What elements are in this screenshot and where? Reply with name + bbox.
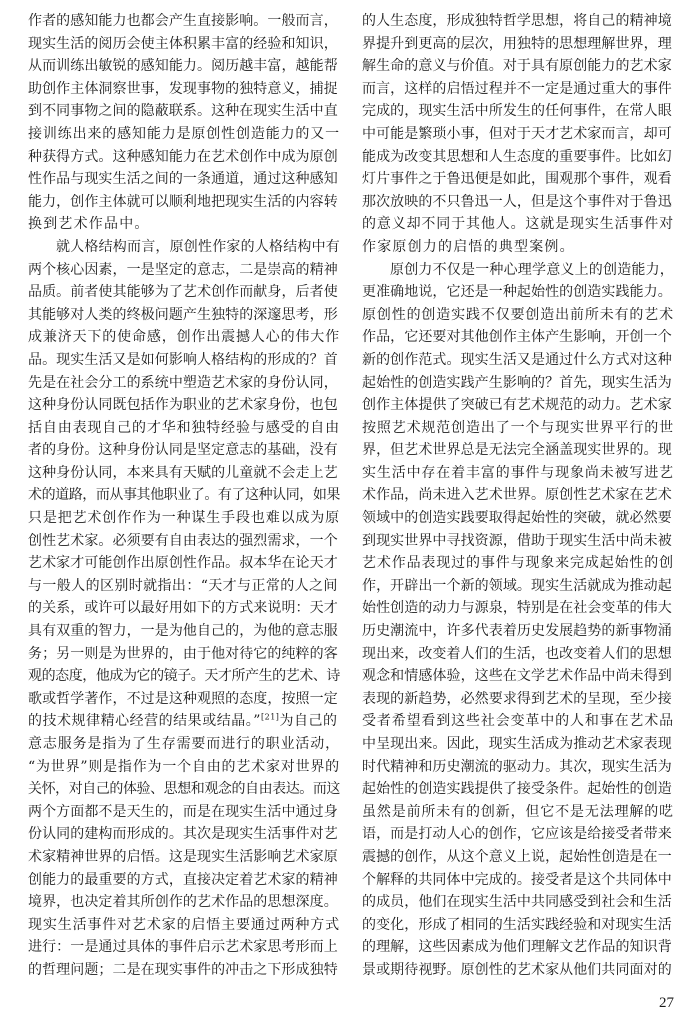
- text-line-content: 的哲理问题；二是在现实事件的冲击之下形成独特: [28, 961, 338, 978]
- text-line: [362, 417, 674, 440]
- text-line: [362, 304, 674, 327]
- text-line-content: 与一般人的区别时就指出：“天才与正常的人之间: [28, 577, 338, 594]
- text-line-body: [28, 100, 338, 123]
- text-line-body: [28, 936, 338, 959]
- text-line-content: 种获得方式。这种感知能力在艺术创作中成为原创: [28, 148, 338, 165]
- text-line: [362, 78, 674, 101]
- text-line-body: [362, 665, 672, 688]
- text-line-content: 解生命的意义与价值。对于具有原创能力的艺术家: [362, 58, 672, 75]
- text-line: [362, 756, 674, 779]
- text-line-body: [362, 146, 672, 169]
- text-line-content: 到不同事物之间的隐蔽联系。这种在现实生活中直: [28, 103, 338, 120]
- text-line-content: 歌或哲学著作，不过是这种观照的态度，按照一定: [28, 690, 338, 707]
- text-line-body: [362, 462, 674, 485]
- text-line: [28, 643, 340, 666]
- text-line-body: [362, 756, 672, 779]
- text-line-body: [28, 33, 338, 56]
- text-line-body: [362, 507, 672, 530]
- text-line: [28, 191, 340, 214]
- text-line-body: [362, 236, 575, 259]
- text-line-content: 助创作主体洞察世事，发现事物的独特意义，捕捉: [28, 80, 338, 97]
- right-text-column: [362, 10, 674, 982]
- text-line-body: [28, 959, 338, 982]
- text-line: [362, 575, 674, 598]
- text-line-content: 具有双重的智力，一是为他自己的，为他的意志服: [28, 623, 338, 640]
- text-line-body: [362, 484, 672, 507]
- text-line-content: 作者的感知能力也都会产生直接影响。一般而言，: [28, 13, 338, 29]
- text-line: [362, 801, 674, 824]
- text-line-content: 而言，这样的启悟过程并不一定是通过重大的事件: [362, 80, 672, 97]
- left-text-column: [28, 10, 340, 982]
- text-line: [28, 55, 340, 78]
- text-line: [28, 801, 340, 824]
- text-line-body: [28, 597, 338, 620]
- text-line-content: 中呈现出来。因此，现实生活成为推动艺术家表现: [362, 736, 672, 752]
- text-line: [362, 349, 674, 372]
- text-line-body: [362, 213, 674, 236]
- text-line-body: [362, 936, 672, 959]
- text-line-body: [28, 10, 338, 33]
- text-line-content: 创作主体提供了突破已有艺术规范的动力。艺术家: [362, 397, 672, 414]
- text-line-content: 者的身份。这种身份认同是坚定意志的基础，没有: [28, 442, 338, 459]
- text-line: [28, 597, 340, 620]
- text-line: [28, 869, 340, 892]
- text-line: [28, 688, 340, 711]
- text-line-content: 就人格结构而言，原创性作家的人格结构中有: [56, 238, 340, 255]
- text-line-content: 两个核心因素，一是坚定的意志，二是崇高的精神: [28, 261, 338, 278]
- text-line: [28, 575, 340, 598]
- text-line-content: 历史潮流中，许多代表着历史发展趋势的新事物涌: [362, 623, 672, 640]
- text-line: [28, 236, 340, 259]
- text-line-body: [28, 643, 338, 666]
- text-line: [28, 326, 340, 349]
- text-line: [28, 846, 340, 869]
- text-line-content: 作品，它还要对其他创作主体产生影响，开创一个: [362, 329, 672, 346]
- text-line-body: [28, 349, 338, 372]
- text-line: [28, 100, 340, 123]
- text-line: [28, 484, 340, 507]
- text-line-content: 的技术规律精心经营的结果或结晶。”: [28, 713, 261, 730]
- text-line: [362, 936, 674, 959]
- text-line-content: 界，但艺术世界总是无法完全涵盖现实世界的。现: [362, 442, 672, 459]
- text-line: [362, 688, 674, 711]
- text-line-body: [28, 688, 338, 711]
- text-line-content: 艺术作品表现过的事件与现象来完成起始性的创: [362, 555, 674, 572]
- text-line-content: “为世界”则是指作为一个自由的艺术家对世界的: [28, 758, 340, 775]
- text-line-content: 境界，也决定着其所创作的艺术作品的思想深度。: [28, 894, 338, 911]
- text-line-content: 品。现实生活又是如何影响人格结构的形成的？首: [28, 351, 338, 368]
- text-line-content: 性作品与现实生活之间的一条通道，通过这种感知: [28, 171, 338, 188]
- text-line: [362, 597, 674, 620]
- text-line-content: 接训练出来的感知能力是原创性创造能力的又一: [28, 125, 340, 142]
- text-line-body: [362, 597, 672, 620]
- text-line: [362, 733, 674, 756]
- text-line-body: [28, 507, 340, 530]
- text-line-body: [362, 778, 672, 801]
- text-line-content: 换到艺术作品中。: [28, 216, 150, 233]
- text-line-body: [362, 846, 672, 869]
- text-line-content: 先是在社会分工的系统中塑造艺术家的身份认同，: [28, 374, 338, 391]
- text-line-body: [28, 213, 150, 236]
- text-line-content: 现出来，改变着人们的生活，也改变着人们的思想: [362, 645, 672, 662]
- text-line-body: [362, 78, 672, 101]
- text-line: [362, 33, 674, 56]
- text-line-body: [28, 620, 338, 643]
- text-line: [362, 959, 674, 982]
- text-line-body: [362, 123, 672, 146]
- text-line-body: [362, 869, 672, 892]
- text-line-body: [28, 191, 338, 214]
- citation-reference: [21]: [260, 712, 280, 722]
- text-line-body: [28, 372, 338, 395]
- text-line-content: 的变化，形成了相同的生活实践经验和对现实生活: [362, 916, 672, 933]
- text-line: [362, 146, 674, 169]
- text-line-body: [28, 530, 338, 553]
- text-line-content: 完成的，现实生活中所发生的任何事件，在常人眼: [362, 103, 672, 120]
- text-line-content: 起始性的创造实践产生影响的？首先，现实生活为: [362, 374, 672, 391]
- text-line-content: 实生活中存在着丰富的事件与现象尚未被写进艺: [362, 464, 674, 481]
- text-line: [28, 168, 340, 191]
- text-line: [362, 643, 674, 666]
- text-line: [362, 552, 674, 575]
- text-line-body: [28, 78, 338, 101]
- text-line: [28, 552, 340, 575]
- text-line-content: 关怀，对自己的体验、思想和观念的自由表达。而这: [28, 781, 340, 798]
- text-line-content: 只是把艺术创作作为一种谋生手段也难以成为原: [28, 510, 340, 527]
- text-line-body: [28, 281, 338, 304]
- text-line-content: 受者希望看到这些社会变革中的人和事在艺术品: [362, 713, 674, 730]
- text-line-body: [362, 281, 672, 304]
- text-line-body: [28, 484, 340, 507]
- text-line-content: 份认同的建构而形成的。其次是现实生活事件对艺: [28, 826, 338, 843]
- text-line-body: [362, 552, 674, 575]
- text-line-body: [362, 959, 672, 982]
- text-line-body: [362, 304, 674, 327]
- text-line-body: [362, 417, 674, 440]
- text-line: [362, 778, 674, 801]
- text-line: [362, 507, 674, 530]
- text-line-content: 始性创造的动力与源泉，特别是在社会变革的伟大: [362, 600, 672, 617]
- text-line-content: 中可能是繁琐小事，但对于天才艺术家而言，却可: [362, 125, 672, 142]
- text-line-content: 那次放映的不只鲁迅一人，但是这个事件对于鲁迅: [362, 193, 672, 210]
- text-line-body: [28, 778, 340, 801]
- text-line-content: 虽然是前所未有的创新，但它不是无法理解的呓: [362, 803, 674, 820]
- text-line-body: [28, 869, 338, 892]
- text-line: [362, 823, 674, 846]
- text-line-content: 务；另一则是为世界的，由于他对待它的纯粹的客: [28, 645, 338, 662]
- text-line: [362, 372, 674, 395]
- text-line-body: [28, 665, 340, 688]
- text-line-body: [362, 326, 672, 349]
- text-line-content: 从而训练出敏锐的感知能力。阅历越丰富，越能帮: [28, 58, 338, 75]
- text-line-content: 括自由表现自己的才华和独特经验与感受的自由: [28, 419, 340, 436]
- text-line-body: [28, 801, 338, 824]
- text-line-content: 意志服务是指为了生存需要而进行的职业活动，: [28, 736, 340, 752]
- text-line-content: 能力，创作主体就可以顺利地把现实生活的内容转: [28, 193, 338, 210]
- text-line: [28, 259, 340, 282]
- text-line: [362, 100, 674, 123]
- text-line: [362, 620, 674, 643]
- text-line: [28, 213, 340, 236]
- text-line-body: [362, 349, 672, 372]
- text-line-content: 术的道路，而从事其他职业了。有了这种认同，如果: [28, 487, 340, 504]
- text-line-content: 语，而是打动人心的创作，它应该是给接受者带来: [362, 826, 672, 843]
- text-line: [28, 372, 340, 395]
- text-line-content: 的人生态度，形成独特哲学思想，将自己的精神境: [362, 13, 672, 29]
- text-line-body: [28, 168, 338, 191]
- text-line: [362, 326, 674, 349]
- text-line-content: 景或期待视野。原创性的艺术家从他们共同面对的: [362, 961, 672, 978]
- text-line-content: 其能够对人类的终极问题产生独特的深邃思考，形: [28, 306, 338, 323]
- text-line: [28, 665, 340, 688]
- text-line-content: 现实生活的阅历会使主体积累丰富的经验和知识，: [28, 35, 338, 52]
- text-line-body: [362, 100, 672, 123]
- text-line: [362, 914, 674, 937]
- text-line-content: 术家精神世界的启悟。这是现实生活影响艺术家原: [28, 848, 338, 865]
- text-line: [28, 10, 340, 33]
- text-line: [362, 123, 674, 146]
- text-line-body: [28, 575, 338, 598]
- text-line-content: 的理解，这些因素成为他们理解文艺作品的知识背: [362, 939, 672, 956]
- text-line-continuation: 为自己的: [279, 713, 338, 730]
- text-line: [28, 778, 340, 801]
- text-line: [28, 530, 340, 553]
- text-line-content: 品质。前者使其能够为了艺术创作而献身，后者使: [28, 284, 338, 301]
- text-line: [362, 846, 674, 869]
- text-line: [362, 213, 674, 236]
- text-line-body: [362, 439, 672, 462]
- text-line: [28, 710, 340, 733]
- text-line-body: [362, 55, 672, 78]
- text-line-body: [28, 846, 338, 869]
- text-line-content: 两个方面都不是天生的，而是在现实生活中通过身: [28, 803, 338, 820]
- text-line: [362, 710, 674, 733]
- text-line: [28, 936, 340, 959]
- text-line: [28, 304, 340, 327]
- text-line: [28, 146, 340, 169]
- text-line-body: [362, 823, 672, 846]
- text-line-body: [28, 733, 340, 756]
- text-line: [362, 191, 674, 214]
- text-line-content: 原创力不仅是一种心理学意义上的创造能力，: [390, 261, 674, 278]
- text-line-body: [28, 756, 340, 779]
- text-line-body: [28, 394, 338, 417]
- text-line: [362, 462, 674, 485]
- text-line: [362, 891, 674, 914]
- text-line-body: [362, 688, 672, 711]
- text-line: [28, 462, 340, 485]
- text-line-content: 这种身份认同，本来具有天赋的儿童就不会走上艺: [28, 464, 338, 481]
- text-line-body: [28, 417, 340, 440]
- text-line: [28, 756, 340, 779]
- text-line: [362, 281, 674, 304]
- text-line: [362, 869, 674, 892]
- text-line: [28, 281, 340, 304]
- text-line: [28, 620, 340, 643]
- text-line-content: 成兼济天下的使命感，创作出震撼人心的伟大作: [28, 329, 340, 346]
- text-line-content: 艺术家才可能创作出原创性作品。叔本华在论天才: [28, 555, 338, 572]
- text-line: [28, 349, 340, 372]
- text-line-body: [28, 462, 338, 485]
- text-line-content: 新的创作范式。现实生活又是通过什么方式对这种: [362, 351, 672, 368]
- text-line-body: [362, 891, 672, 914]
- text-line-body: [362, 33, 672, 56]
- text-line-content: 更准确地说，它还是一种起始性的创造实践能力。: [362, 284, 672, 301]
- text-line-body: [28, 326, 340, 349]
- text-line-content: 起始性的创造实践提供了接受条件。起始性的创造: [362, 781, 672, 798]
- text-line-body: [362, 643, 672, 666]
- text-line-content: 到现实世界中寻找资源，借助于现实生活中尚未被: [362, 532, 672, 549]
- text-line-content: 这种身份认同既包括作为职业的艺术家身份，也包: [28, 397, 338, 414]
- text-line: [362, 10, 674, 33]
- text-line-body: [362, 191, 672, 214]
- text-line-body: [28, 891, 338, 914]
- text-line-body: [28, 710, 338, 733]
- text-line-body: [362, 733, 672, 756]
- text-line-content: 能成为改变其思想和人生态度的重要事件。比如幻: [362, 148, 672, 165]
- text-line-body: [28, 123, 340, 146]
- text-line: [28, 733, 340, 756]
- text-line-body: [28, 439, 338, 462]
- text-line-body: [28, 914, 340, 937]
- text-line-content: 领域中的创造实践要取得起始性的突破，就必然要: [362, 510, 672, 527]
- text-line-content: 表现的新趋势，必然要求得到艺术的呈现，至少接: [362, 690, 672, 707]
- text-line-body: [28, 823, 338, 846]
- text-line-body: [362, 575, 672, 598]
- text-line: [362, 236, 674, 259]
- text-line: [362, 394, 674, 417]
- text-line-content: 时代精神和历史潮流的驱动力。其次，现实生活为: [362, 758, 672, 775]
- text-line-content: 创能力的最重要的方式，直接决定着艺术家的精神: [28, 871, 338, 888]
- text-line-content: 原创性的创造实践不仅要创造出前所未有的艺术: [362, 306, 674, 323]
- text-line-body: [362, 168, 672, 191]
- text-line-body: [28, 55, 338, 78]
- text-line: [28, 123, 340, 146]
- text-line-body: [362, 914, 672, 937]
- text-line-body: [28, 552, 338, 575]
- text-line-content: 术作品，尚未进入艺术世界。原创性艺术家在艺术: [362, 487, 672, 504]
- text-line-body: [362, 801, 674, 824]
- text-line-content: 灯片事件之于鲁迅便是如此，围观那个事件，观看: [362, 171, 672, 188]
- text-line: [28, 507, 340, 530]
- text-line-body: [362, 10, 672, 33]
- text-line-content: 界提升到更高的层次，用独特的思想理解世界，理: [362, 35, 672, 52]
- text-line-content: 作家原创力的启悟的典型案例。: [362, 238, 575, 255]
- text-line-content: 震撼的创作，从这个意义上说，起始性创造是在一: [362, 848, 672, 865]
- text-line-body: [362, 620, 672, 643]
- text-line-body: [390, 259, 674, 282]
- text-line-content: 的成员，他们在现实生活中共同感受到社会和生活: [362, 894, 672, 911]
- text-line-content: 作，开辟出一个新的领域。现实生活就成为推动起: [362, 577, 672, 594]
- text-line: [362, 439, 674, 462]
- text-line: [28, 439, 340, 462]
- text-line-body: [362, 372, 672, 395]
- text-line-body: [362, 394, 672, 417]
- text-line-body: [28, 146, 338, 169]
- page-number: 27: [659, 995, 674, 1011]
- text-line-content: 现实生活事件对艺术家的启悟主要通过两种方式: [28, 916, 340, 933]
- text-line: [28, 914, 340, 937]
- text-line-body: [362, 710, 674, 733]
- text-line-content: 的关系，或许可以最好用如下的方式来说明：天才: [28, 600, 338, 617]
- text-line: [362, 168, 674, 191]
- text-line: [28, 417, 340, 440]
- text-line: [28, 394, 340, 417]
- text-line-content: 的意义却不同于其他人。这就是现实生活事件对: [362, 216, 674, 233]
- text-line: [28, 823, 340, 846]
- text-line: [362, 484, 674, 507]
- text-line: [28, 78, 340, 101]
- text-line-content: 观的态度，他成为它的镜子。天才所产生的艺术、诗: [28, 668, 340, 685]
- text-line: [362, 259, 674, 282]
- text-line-content: 观念和情感体验，这些在文学艺术作品中尚未得到: [362, 668, 672, 685]
- text-line: [362, 55, 674, 78]
- text-line-body: [28, 304, 338, 327]
- text-line-content: 按照艺术规范创造出了一个与现实世界平行的世: [362, 419, 674, 436]
- text-line-content: 进行：一是通过具体的事件启示艺术家思考形而上: [28, 939, 338, 956]
- text-line: [28, 891, 340, 914]
- text-line: [28, 33, 340, 56]
- text-line: [362, 530, 674, 553]
- text-line: [28, 959, 340, 982]
- text-line-content: 创性艺术家。必须要有自由表达的强烈需求，一个: [28, 532, 338, 549]
- text-line-body: [362, 530, 672, 553]
- text-line: [362, 665, 674, 688]
- text-line-body: [28, 259, 338, 282]
- text-line-body: [56, 236, 340, 259]
- text-line-content: 个解释的共同体中完成的。接受者是这个共同体中: [362, 871, 672, 888]
